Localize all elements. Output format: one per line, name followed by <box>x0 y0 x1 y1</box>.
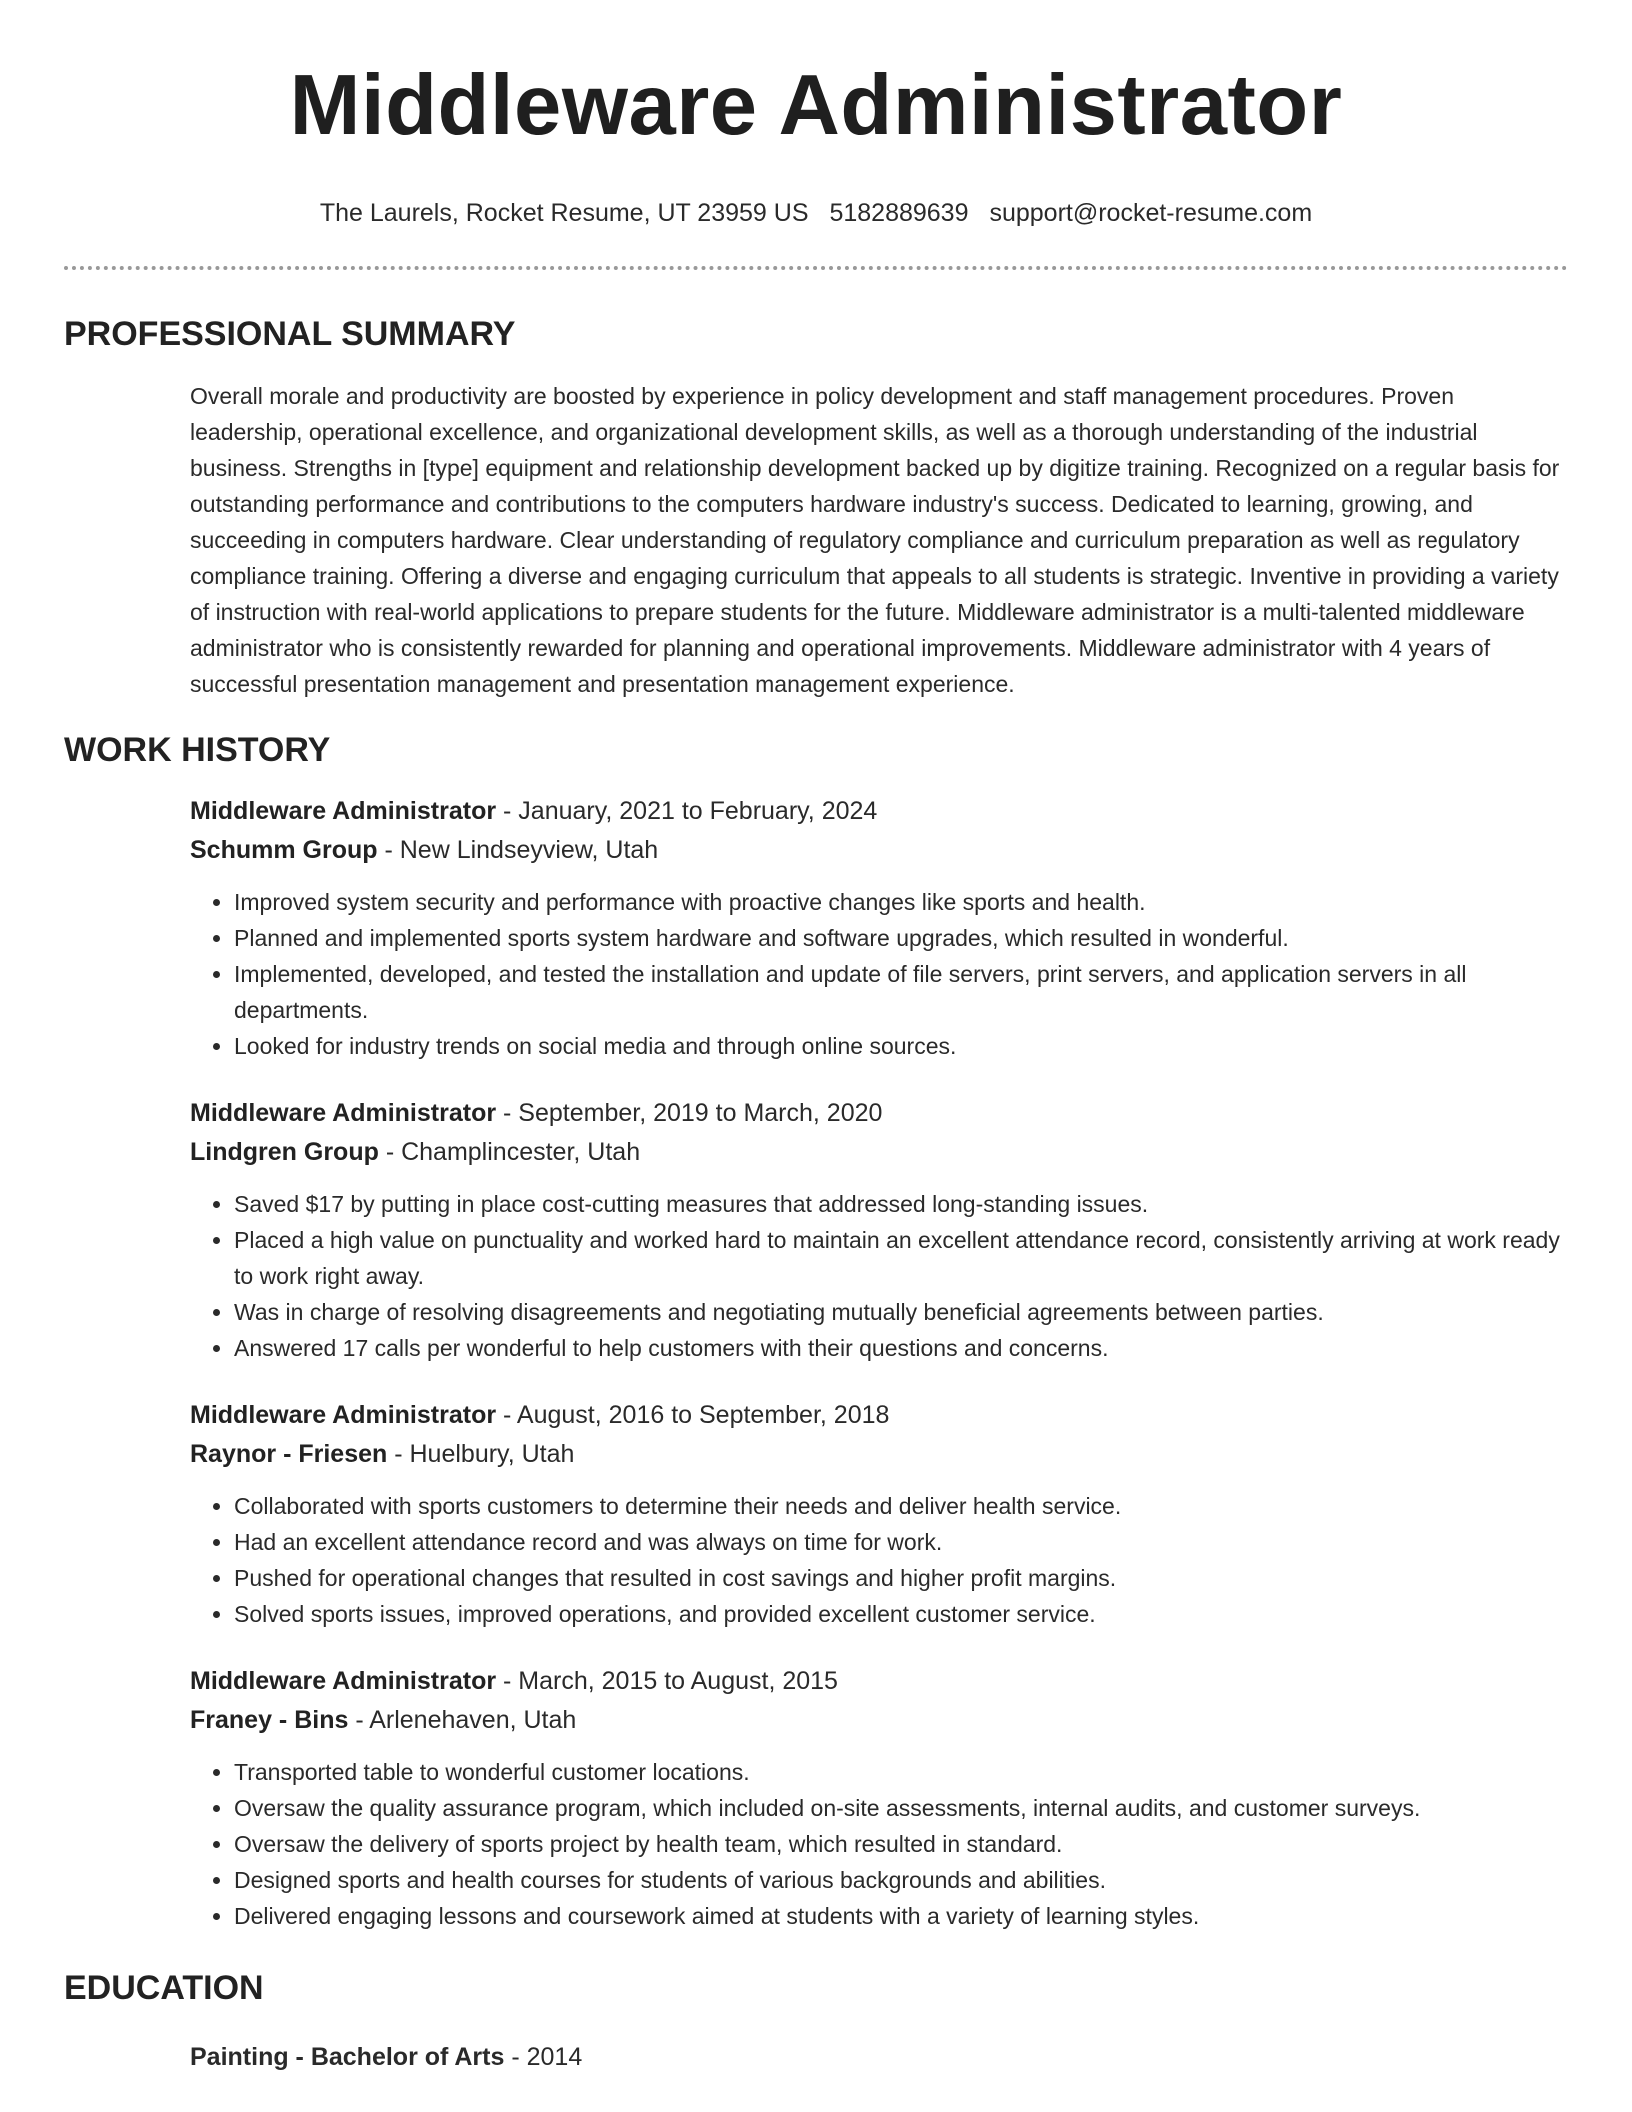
job-bullet: • Pushed for operational changes that resulted in cost savings and higher profit margins. <box>234 1560 1568 1596</box>
job-dates: - January, 2021 to February, 2024 <box>496 797 878 825</box>
job-bullet: • Transported table to wonderful customer locations. <box>234 1754 1568 1790</box>
job-dates: - March, 2015 to August, 2015 <box>496 1667 838 1695</box>
job-bullet: • Planned and implemented sports system hardware and software upgrades, which resulted in wonderful. <box>234 920 1568 956</box>
job-bullet: • Answered 17 calls per wonderful to help customers with their questions and concerns. <box>234 1330 1568 1366</box>
job-bullet: • Saved $17 by putting in place cost-cutting measures that addressed long-standing issues. <box>234 1186 1568 1222</box>
job-location: - Arlenehaven, Utah <box>348 1706 577 1734</box>
job-title-line <box>190 1662 1568 1701</box>
job-title-line <box>190 792 1568 831</box>
job-role: Middleware Administrator <box>190 1099 497 1127</box>
job-bullets <box>190 1186 1568 1366</box>
job-bullet: • Looked for industry trends on social media and through online sources. <box>234 1028 1568 1064</box>
job-dates: - September, 2019 to March, 2020 <box>496 1099 883 1127</box>
job-bullet: • Oversaw the quality assurance program, which included on-site assessments, internal audits, and customer surveys. <box>234 1790 1568 1826</box>
contact-phone: 5182889639 <box>829 199 969 227</box>
summary-heading: PROFESSIONAL SUMMARY <box>64 315 516 353</box>
job-bullet: • Collaborated with sports customers to determine their needs and deliver health service. <box>234 1488 1568 1524</box>
job-location: - New Lindseyview, Utah <box>377 836 659 864</box>
job-bullet: • Placed a high value on punctuality and worked hard to maintain an excellent attendance record, consistently arriving at work ready to work right away. <box>234 1222 1568 1294</box>
job-bullets <box>190 884 1568 1064</box>
job-bullet: • Was in charge of resolving disagreements and negotiating mutually beneficial agreements between parties. <box>234 1294 1568 1330</box>
job-bullet: • Had an excellent attendance record and was always on time for work. <box>234 1524 1568 1560</box>
contact-line <box>64 198 1568 228</box>
contact-address: The Laurels, Rocket Resume, UT 23959 US <box>319 199 809 227</box>
work-history-heading: WORK HISTORY <box>64 731 331 769</box>
education-entry <box>190 2038 1568 2077</box>
job-company: Schumm Group <box>190 836 378 864</box>
job-bullets <box>190 1488 1568 1632</box>
job-company-line <box>190 831 1568 870</box>
job-bullet: • Designed sports and health courses for students of various backgrounds and abilities. <box>234 1862 1568 1898</box>
job-location: - Huelbury, Utah <box>387 1440 575 1468</box>
job-company-line <box>190 1435 1568 1474</box>
job-bullet: • Solved sports issues, improved operations, and provided excellent customer service. <box>234 1596 1568 1632</box>
job-company-line <box>190 1701 1568 1740</box>
job-role: Middleware Administrator <box>190 1401 497 1429</box>
contact-email: support@rocket-resume.com <box>989 199 1313 227</box>
job-title-line <box>190 1396 1568 1435</box>
job-company: Lindgren Group <box>190 1138 379 1166</box>
job-location: - Champlincester, Utah <box>378 1138 641 1166</box>
job-company-line <box>190 1133 1568 1172</box>
candidate-name: Middleware Administrator <box>289 58 1343 153</box>
job-dates: - August, 2016 to September, 2018 <box>496 1401 890 1429</box>
job-entry <box>190 1094 1568 1366</box>
education-heading: EDUCATION <box>64 1969 264 2007</box>
job-entry <box>190 1662 1568 1934</box>
job-bullet: • Delivered engaging lessons and coursework aimed at students with a variety of learning styles. <box>234 1898 1568 1934</box>
education-degree: Painting - Bachelor of Arts <box>190 2043 505 2071</box>
job-role: Middleware Administrator <box>190 1667 497 1695</box>
education-year: - 2014 <box>504 2043 583 2071</box>
job-entry <box>190 792 1568 1064</box>
job-bullet: • Improved system security and performance with proactive changes like sports and health. <box>234 884 1568 920</box>
resume-page <box>64 0 1568 2077</box>
header-divider <box>64 266 1568 270</box>
job-bullets <box>190 1754 1568 1934</box>
job-company: Franey - Bins <box>190 1706 349 1734</box>
job-title-line <box>190 1094 1568 1133</box>
job-bullet: • Oversaw the delivery of sports project by health team, which resulted in standard. <box>234 1826 1568 1862</box>
job-bullet: • Implemented, developed, and tested the installation and update of file servers, print servers, and application servers in all departments. <box>234 956 1568 1028</box>
job-entry <box>190 1396 1568 1632</box>
summary-text: Overall morale and productivity are boosted by experience in policy development and staff management procedures. Proven leadership, operational excellence, and organizational development skills, as well as a thorough understanding of the industrial business. Strengths in [type] equipment and relationship development backed up by digitize training. Recognized on a regular basis for outstanding performance and contributions to the computers hardware industry's success. Dedicated to learning, growing, and succeeding in computers hardware. Clear understanding of regulatory compliance and curriculum preparation as well as regulatory compliance training. Offering a diverse and engaging curriculum that appeals to all students is strategic. Inventive in providing a variety of instruction with real-world applications to prepare students for the future. Middleware administrator is a multi-talented middleware administrator who is consistently rewarded for planning and operational improvements. Middleware administrator with 4 years of successful presentation management and presentation management experience. <box>190 383 1560 697</box>
job-role: Middleware Administrator <box>190 797 497 825</box>
job-company: Raynor - Friesen <box>190 1440 388 1468</box>
